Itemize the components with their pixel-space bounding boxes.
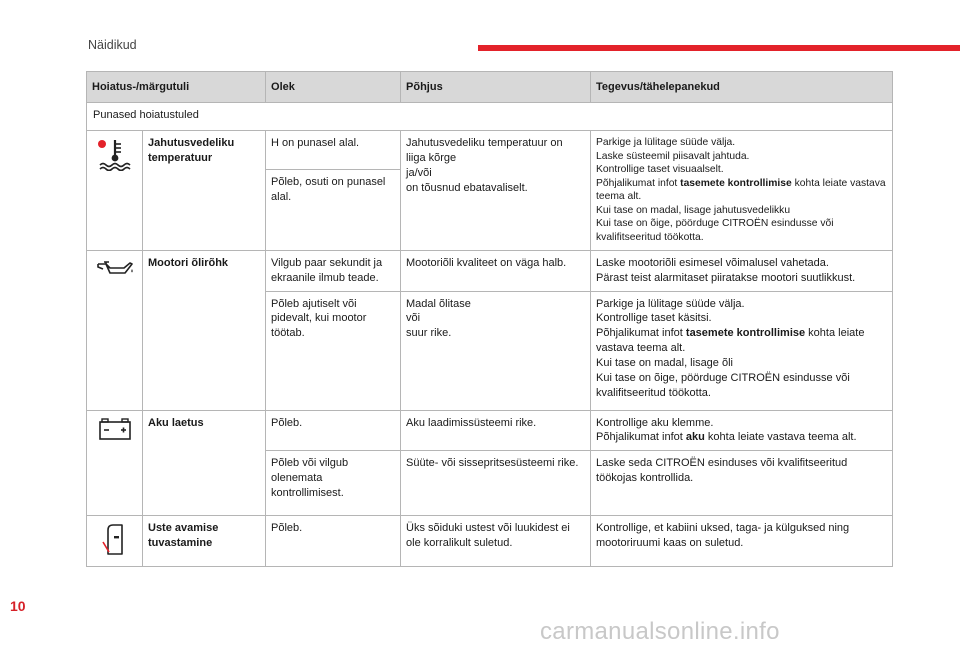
state-cell: Põleb.: [266, 410, 401, 451]
action-line: Parkige ja lülitage süüde välja.: [596, 297, 745, 310]
cause-line: ja/või: [406, 166, 432, 179]
action-line: Kontrollige taset visuaalselt.: [596, 164, 724, 176]
indicator-name: Aku laetus: [143, 410, 266, 516]
table-row: [87, 516, 893, 567]
cause-cell: [401, 291, 591, 410]
action-cell: [591, 250, 893, 291]
action-cell: Laske seda CITROËN esinduses või kvalifitseeritud töökojas kontrollida.: [591, 451, 893, 516]
column-header-action: Tegevus/tähelepanekud: [591, 72, 893, 103]
action-line: Põhjalikumat infot tasemete kontrollimise kohta leiate vastava teema alt.: [596, 327, 865, 355]
action-line: Kontrollige taset käsitsi.: [596, 312, 712, 325]
state-cell: Põleb.: [266, 516, 401, 567]
action-cell: [591, 291, 893, 410]
cause-line: Jahutusvedeliku temperatuur on liiga kõrge: [406, 137, 563, 164]
action-cell: Kontrollige, et kabiini uksed, taga- ja külguksed ning mootoriruumi kaas on suletud.: [591, 516, 893, 567]
action-line: Pärast teist alarmitaset piiratakse mootori suutlikkust.: [596, 271, 856, 284]
action-line: Parkige ja lülitage süüde välja.: [596, 137, 736, 148]
table-row: [87, 131, 893, 170]
warning-lights-table: [86, 71, 893, 567]
door-open-icon: [87, 516, 143, 567]
page-number: 10: [10, 598, 26, 614]
section-row: [87, 103, 893, 131]
coolant-temperature-icon: [87, 131, 143, 251]
battery-icon: [87, 410, 143, 516]
state-cell: H on punasel alal.: [266, 131, 401, 170]
action-line: Kui tase on madal, lisage jahutusvedelikku: [596, 204, 791, 216]
column-header-indicator: Hoiatus-/märgutuli: [87, 72, 266, 103]
action-line: Põhjalikumat infot tasemete kontrollimise kohta leiate vastava teema alt.: [596, 177, 886, 203]
action-line: Põhjalikumat infot aku kohta leiate vastava teema alt.: [596, 431, 857, 444]
action-line: Kui tase on madal, lisage õli: [596, 357, 733, 370]
state-cell: Vilgub paar sekundit ja ekraanile ilmub teade.: [266, 250, 401, 291]
action-cell: [591, 410, 893, 451]
indicator-name: Jahutusvedeliku temperatuur: [143, 131, 266, 251]
column-header-cause: Põhjus: [401, 72, 591, 103]
accent-bar: [478, 45, 960, 51]
table-row: [87, 410, 893, 451]
cause-cell: Mootoriõli kvaliteet on väga halb.: [401, 250, 591, 291]
cause-cell: Süüte- või sissepritsesüsteemi rike.: [401, 451, 591, 516]
indicator-name: Mootori õlirõhk: [143, 250, 266, 410]
action-cell: [591, 131, 893, 251]
section-label: Punased hoiatustuled: [87, 103, 893, 131]
action-line: Kui tase on õige, pöörduge CITROËN esindusse või kvalifitseeritud töökotta.: [596, 372, 850, 400]
action-line: Laske süsteemil piisavalt jahtuda.: [596, 150, 750, 162]
cause-line: või: [406, 312, 421, 325]
action-line: Kui tase on õige, pöörduge CITROËN esindusse või kvalifitseeritud töökotta.: [596, 218, 834, 244]
table-row: [87, 250, 893, 291]
column-header-state: Olek: [266, 72, 401, 103]
watermark: carmanualsonline.info: [540, 618, 780, 645]
table-header-row: [87, 72, 893, 103]
action-line: Laske mootoriõli esimesel võimalusel vahetada.: [596, 256, 829, 269]
oil-can-icon: [87, 250, 143, 410]
state-cell: Põleb, osuti on punasel alal.: [266, 169, 401, 250]
cause-cell: [401, 131, 591, 251]
section-title: Näidikud: [88, 38, 137, 52]
cause-cell: Üks sõiduki ustest või luukidest ei ole korralikult suletud.: [401, 516, 591, 567]
indicator-name: Uste avamise tuvastamine: [143, 516, 266, 567]
cause-line: Madal õlitase: [406, 297, 471, 310]
cause-cell: Aku laadimissüsteemi rike.: [401, 410, 591, 451]
action-line: Kontrollige aku klemme.: [596, 416, 714, 429]
state-cell: Põleb või vilgub olenemata kontrollimisest.: [266, 451, 401, 516]
cause-line: on tõusnud ebatavaliselt.: [406, 181, 528, 194]
state-cell: Põleb ajutiselt või pidevalt, kui mootor töötab.: [266, 291, 401, 410]
cause-line: suur rike.: [406, 327, 452, 340]
